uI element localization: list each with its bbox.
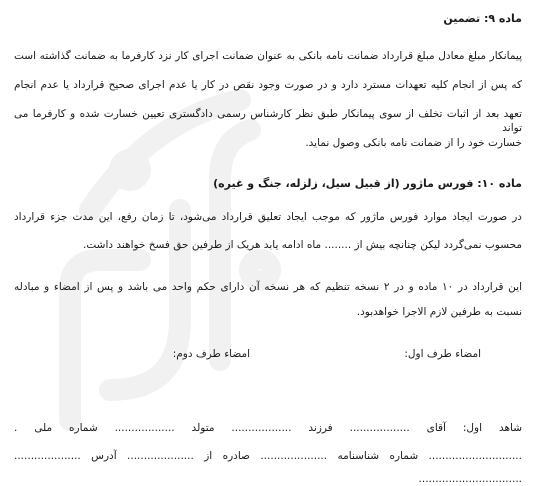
witness-line-2: ............................ شماره شناسنامه .................... صادره از .................... آدرس .................... (14, 450, 522, 462)
article9-line-2: که پس از انجام کلیه تعهدات مسترد دارد و در صورت وجود نقص در کار یا عدم اجرای صحیح قرارداد یا عدم انجام (14, 79, 522, 91)
article10-line-2: محسوب نمی‌گردد لیکن چنانچه بیش از ........ ماه ادامه یابد هریک از طرفین حق فسخ خواهند داشت. (83, 239, 522, 251)
closing-line-1: این قرارداد در ۱۰ ماده و در ۲ نسخه تنظیم که هر نسخه آن دارای حکم واحد می باشد و پس از امضاء و مبادله (14, 281, 522, 293)
witness-line-3: ............................... (418, 473, 522, 485)
signature-party1-label: امضاء طرف اول: (404, 348, 481, 360)
witness-line-1: شاهد اول: آقای .................. فرزند .................. متولد .................. شماره ملی . (14, 422, 522, 434)
article10-line-1: در صورت ایجاد موارد فورس ماژور که موجب ایجاد تعلیق قرارداد می‌شود، تا زمان رفع، این مدت جزء قرارداد (14, 211, 522, 223)
article10-heading: ماده ۱۰: فورس ماژور (از قبیل سیل، زلزله، جنگ و غیره) (213, 177, 522, 190)
article9-line-1: پیمانکار مبلغ معادل مبلغ قرارداد ضمانت نامه بانکی به عنوان ضمانت اجرای کار نزد کارفرما به ضمانت گذاشته است (14, 50, 522, 62)
article9-line-4: خسارت خود را از ضمانت نامه بانکی وصول نماید. (305, 137, 522, 149)
article9-line-3: تعهد بعد از اثبات تخلف از سوی پیمانکار طبق نظر کارشناس رسمی دادگستری تعیین خسارت شده و کارفرما می تواند (14, 108, 522, 134)
article9-heading: ماده ۹: تضمین (443, 12, 522, 25)
signature-party2-label: امضاء طرف دوم: (172, 348, 250, 360)
closing-line-2: نسبت به طرفین لازم الاجرا خواهدبود. (356, 306, 522, 318)
